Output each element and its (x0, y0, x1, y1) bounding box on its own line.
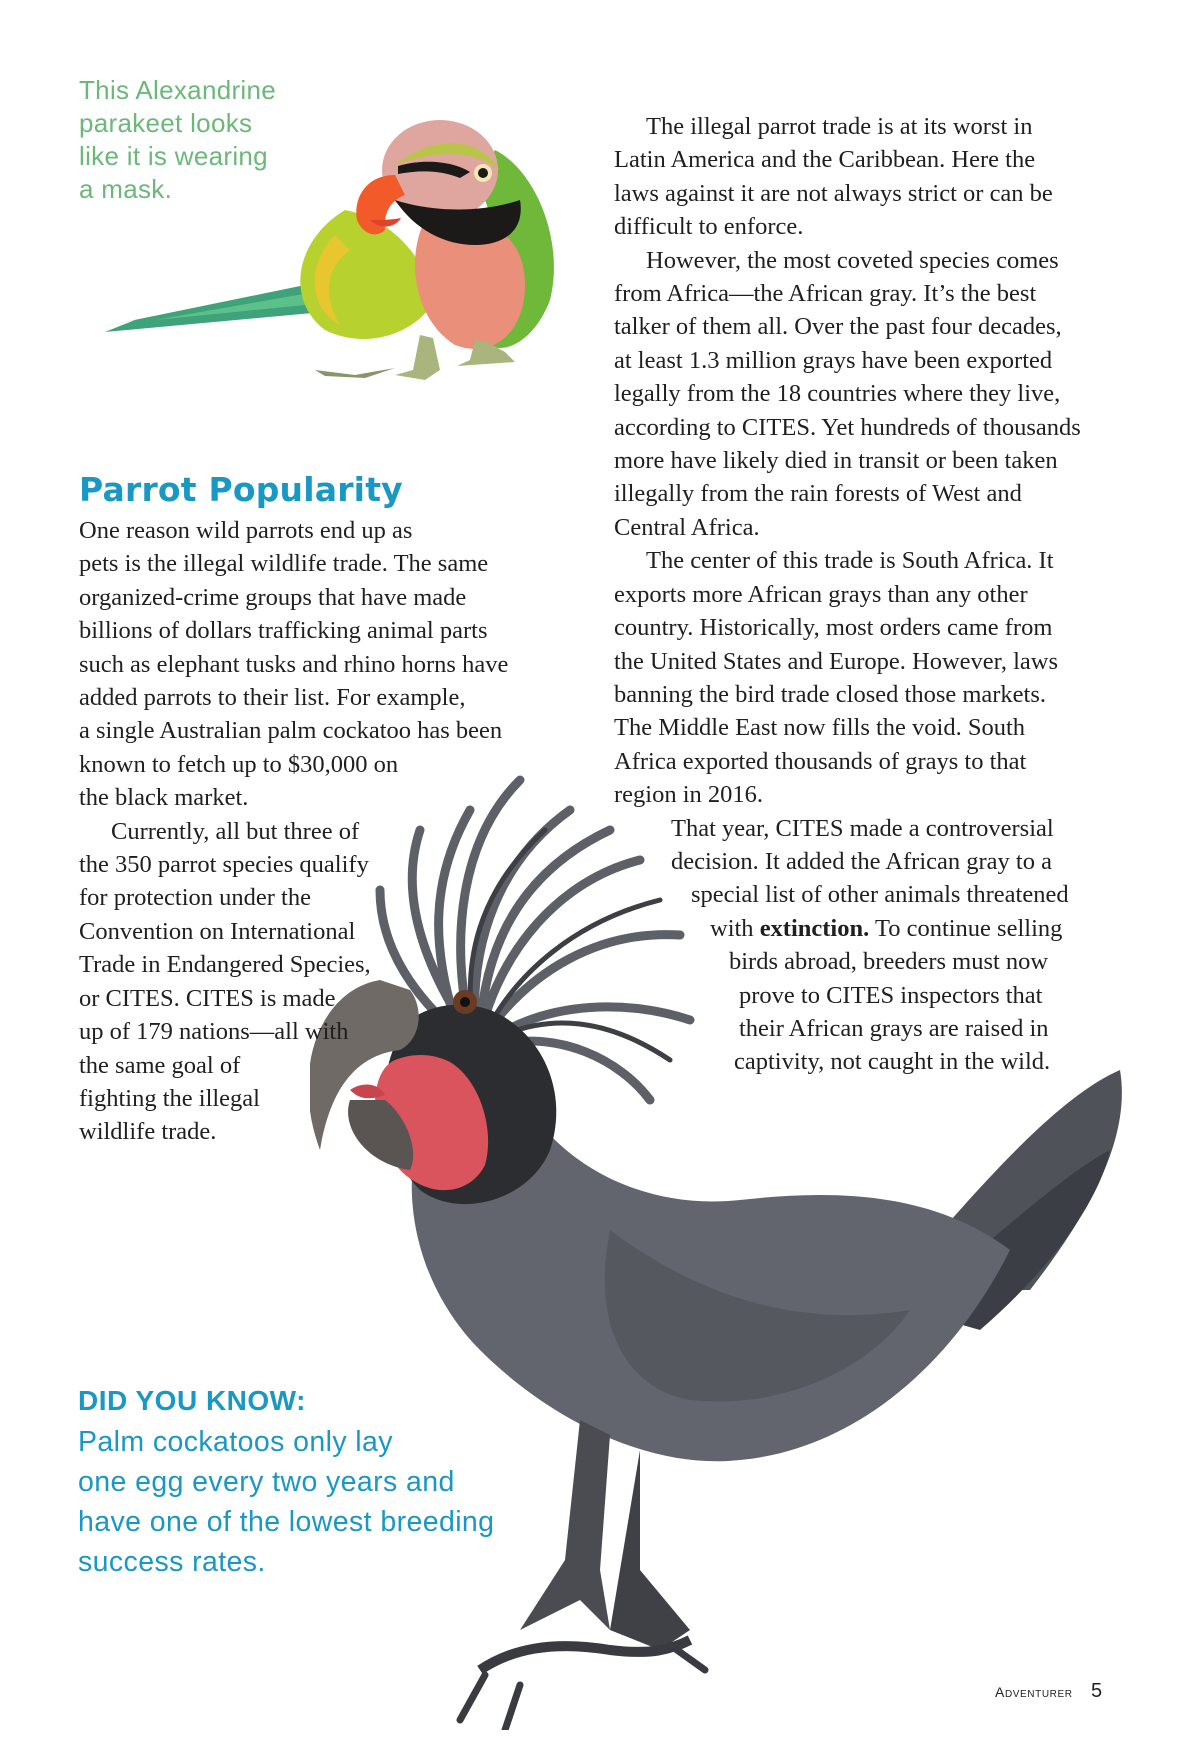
page-footer (995, 1680, 1102, 1703)
text-line: Trade in Endangered Species, (79, 951, 371, 979)
text-line: Currently, all but three of (111, 817, 360, 845)
did-you-know-title: DID YOU KNOW: (78, 1385, 306, 1416)
section-heading: Parrot Popularity (79, 470, 403, 509)
text-line: country. Historically, most orders came from (614, 614, 1053, 642)
text-line: illegally from the rain forests of West and (614, 480, 1022, 508)
text-line: One reason wild parrots end up as (79, 517, 413, 544)
text-line: banning the bird trade closed those markets. (614, 680, 1047, 708)
text-line: more have likely died in transit or been taken (614, 447, 1058, 475)
right-column-text (614, 110, 1134, 1079)
text-line: laws against it are not always strict or can be (614, 179, 1053, 207)
text-line: the black market. (79, 784, 249, 812)
caption-line: like it is wearing (79, 141, 268, 171)
text-line: Latin America and the Caribbean. Here the (614, 146, 1036, 174)
text-line: such as elephant tusks and rhino horns have (79, 650, 509, 678)
text-line: difficult to enforce. (614, 213, 804, 241)
did-you-know-line: Palm cockatoos only lay (78, 1426, 393, 1458)
text-line: a single Australian palm cockatoo has been (79, 717, 503, 745)
text-line: known to fetch up to $30,000 on (79, 750, 399, 778)
text-line: their African grays are raised in (739, 1014, 1049, 1042)
caption-line: a mask. (79, 174, 173, 204)
did-you-know-line: one egg every two years and (78, 1466, 455, 1498)
bold-term: extinction. (759, 914, 870, 942)
text-line (614, 912, 1134, 945)
text-line: added parrots to their list. For example, (79, 684, 466, 712)
text-fragment: To continue selling (874, 914, 1063, 942)
text-line: talker of them all. Over the past four decades, (614, 313, 1062, 341)
text-line: exports more African grays than any other (614, 580, 1028, 608)
did-you-know-box (78, 1380, 548, 1582)
text-line: captivity, not caught in the wild. (734, 1048, 1051, 1076)
did-you-know-line: success rates. (78, 1546, 266, 1578)
did-you-know-line: have one of the lowest breeding (78, 1506, 495, 1538)
caption-line: This Alexandrine (79, 75, 277, 105)
photo-caption (79, 74, 309, 206)
text-line: decision. It added the African gray to a (671, 847, 1052, 875)
text-line: according to CITES. Yet hundreds of thousands (614, 413, 1081, 441)
text-line: from Africa—the African gray. It’s the best (614, 280, 1037, 308)
text-line: region in 2016. (614, 781, 764, 809)
text-line: billions of dollars trafficking animal parts (79, 617, 488, 645)
text-line: However, the most coveted species comes (646, 246, 1059, 274)
text-line: The center of this trade is South Africa. It (646, 547, 1054, 575)
text-line: the 350 parrot species qualify (79, 851, 369, 879)
text-line: That year, CITES made a controversial (671, 814, 1054, 842)
text-line: or CITES. CITES is made (79, 984, 336, 1012)
text-line: the United States and Europe. However, laws (614, 647, 1058, 675)
magazine-name: Adventurer (995, 1684, 1073, 1700)
text-line: Convention on International (79, 917, 356, 945)
text-line: pets is the illegal wildlife trade. The same (79, 550, 489, 578)
text-line: special list of other animals threatened (691, 881, 1069, 909)
text-line: The illegal parrot trade is at its worst in (646, 113, 1033, 140)
caption-line: parakeet looks (79, 108, 253, 138)
page-number: 5 (1091, 1680, 1103, 1702)
text-line: organized-crime groups that have made (79, 583, 467, 611)
text-line: birds abroad, breeders must now (729, 948, 1049, 976)
left-column-text (79, 514, 559, 1149)
text-line: legally from the 18 countries where they live, (614, 380, 1061, 408)
text-line: The Middle East now fills the void. South (614, 714, 1026, 742)
text-line: Africa exported thousands of grays to that (614, 747, 1027, 775)
text-line: at least 1.3 million grays have been exported (614, 346, 1053, 374)
text-fragment: with (710, 914, 754, 942)
text-line: fighting the illegal (79, 1084, 260, 1112)
text-line: Central Africa. (614, 513, 760, 541)
text-line: up of 179 nations—all with (79, 1018, 349, 1046)
text-line: the same goal of (79, 1051, 241, 1079)
text-line: prove to CITES inspectors that (739, 981, 1043, 1009)
text-line: wildlife trade. (79, 1118, 217, 1146)
text-line: for protection under the (79, 884, 311, 912)
